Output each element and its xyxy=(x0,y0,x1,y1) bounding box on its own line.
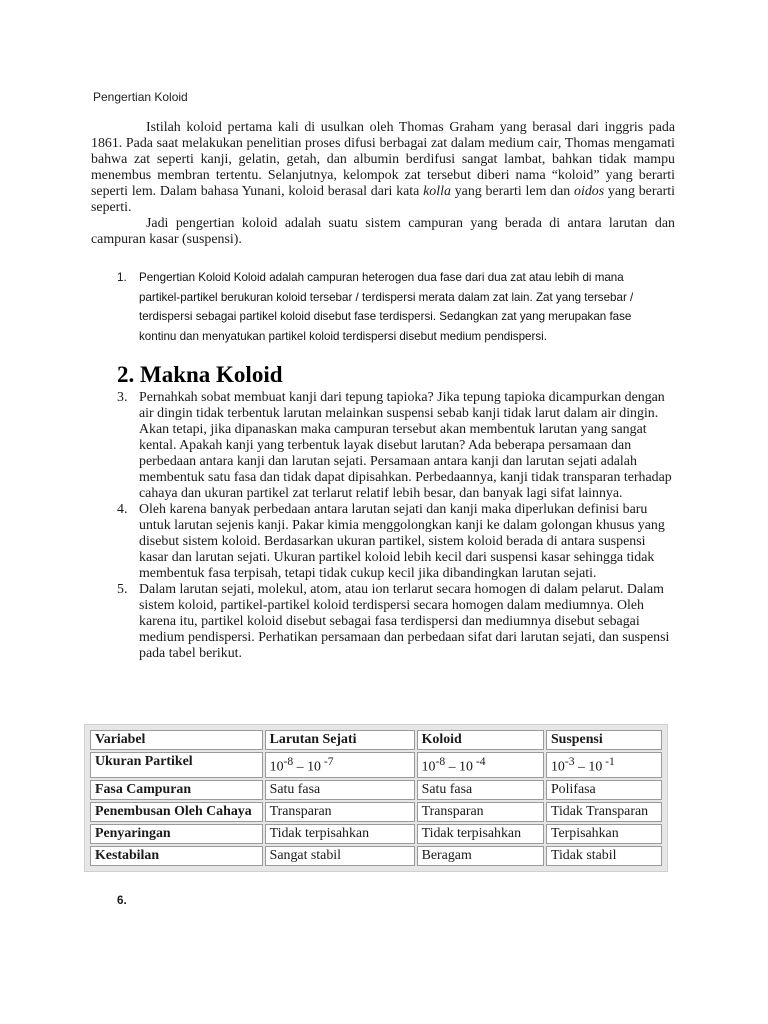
size-exponent: -8 xyxy=(283,755,294,768)
table-cell: Transparan xyxy=(265,802,415,822)
table-cell: Satu fasa xyxy=(417,780,544,800)
table-cell: Beragam xyxy=(417,846,544,866)
table-cell xyxy=(417,752,544,778)
intro-section xyxy=(91,120,675,248)
list-item-text: Oleh karena banyak perbedaan antara larutan sejati dan kanji maka diperlukan definisi baru untuk larutan sejenis kanji. Pakar kimia menggolongkan kanji ke dalam golongan khusus yang disebut sistem koloid. Berdasarkan ukuran partikel, sistem koloid berada di antara suspensi kasar dan larutan sejati. Ukuran partikel koloid lebih kecil dari suspensi kasar sehingga tidak membentuk fasa terpisah, tetapi tidak cukup kecil jika dibandingkan larutan sejati. xyxy=(139,502,665,581)
table-cell: Satu fasa xyxy=(265,780,415,800)
row-label: Kestabilan xyxy=(90,846,263,866)
table-cell xyxy=(546,752,662,778)
list-item-text: Pengertian Koloid Koloid adalah campuran heterogen dua fase dari dua zat atau lebih di mana partikel-partikel berukuran koloid tersebar / terdispersi merata dalam zat lain. Zat yang tersebar / terdispersi sebagai partikel koloid disebut fase terdispersi. Sedangkan zat yang merupakan fase kontinu dan menyatukan partikel koloid terdispersi disebut medium pendispersi. xyxy=(139,271,634,343)
size-exponent: -7 xyxy=(320,755,334,768)
table-cell: Tidak terpisahkan xyxy=(417,824,544,844)
table-cell: Tidak Transparan xyxy=(546,802,662,822)
table-cell: Sangat stabil xyxy=(265,846,415,866)
list-item-4 xyxy=(117,502,677,582)
page-title: Pengertian Koloid xyxy=(93,90,188,104)
table-header-cell: Suspensi xyxy=(546,730,662,750)
section-heading: 2. Makna Koloid xyxy=(117,362,283,387)
size-base: 10 xyxy=(307,759,321,775)
table-header-cell: Larutan Sejati xyxy=(265,730,415,750)
list-item-text: Pernahkah sobat membuat kanji dari tepung tapioka? Jika tepung tapioka dicampurkan dengan air dingin tidak terbentuk larutan melainkan suspensi sebab kanji tidak larut dalam air dingin. Akan tetapi, jika dipanaskan maka campuran tersebut akan membentuk larutan yang sangat kental. Apakah kanji yang terbentuk layak disebut larutan? Ada beberapa persamaan dan perbedaan antara kanji dan larutan sejati. Persamaan antara kanji dan larutan sejati adalah membentuk satu fasa dan tidak dapat dipisahkan. Perbedaannya, kanji tidak transparan terhadap cahaya dan ukuran partikel zat terlarut relatif lebih besar, dan banyak lagi sifat lainnya. xyxy=(139,390,672,501)
size-base: 10 xyxy=(550,759,565,775)
intro-paragraph-1 xyxy=(91,120,675,216)
intro-text-a: Istilah koloid pertama kali di usulkan oleh Thomas Graham yang berasal dari inggris pada 1861. Pada saat melakukan penelitian proses difusi berbagai zat dalam medium cair, Thomas mengamati bahwa zat seperti kanji, gelatin, getah, dan albumin berdifusi sangat lambat, bahkan tidak mampu menembus membran tertentu. Selanjutnya, kelompok zat tersebut diberi nama “koloid” yang berarti seperti lem. Dalam bahasa Yunani, koloid berasal dari kata xyxy=(91,120,675,199)
table-row xyxy=(90,752,662,778)
list-item-1 xyxy=(117,268,657,346)
list-item-6: 6. xyxy=(117,894,127,907)
table-row xyxy=(90,846,662,866)
comparison-table xyxy=(88,728,664,868)
row-label: Penyaringan xyxy=(90,824,263,844)
table-cell: Terpisahkan xyxy=(546,824,662,844)
size-base: 10 xyxy=(588,759,603,775)
row-label: Fasa Campuran xyxy=(90,780,263,800)
size-exponent: -4 xyxy=(472,755,486,768)
row-label: Ukuran Partikel xyxy=(90,752,263,778)
size-separator: – xyxy=(293,759,308,775)
size-exponent: -3 xyxy=(564,755,575,768)
list-number: 4. xyxy=(117,502,128,517)
numbered-list xyxy=(117,390,677,662)
table-cell: Polifasa xyxy=(546,780,662,800)
size-base: 10 xyxy=(269,759,284,775)
comparison-table-wrapper xyxy=(84,724,668,872)
size-exponent: -8 xyxy=(435,755,446,768)
intro-paragraph-2: Jadi pengertian koloid adalah suatu sistem campuran yang berada di antara larutan dan campuran kasar (suspensi). xyxy=(91,216,675,247)
size-exponent: -1 xyxy=(602,755,615,768)
list-item-text: Dalam larutan sejati, molekul, atom, atau ion terlarut secara homogen di dalam pelarut. Dalam sistem koloid, partikel-partikel koloid terdispersi secara homogen dalam mediumnya. Oleh karena itu, partikel koloid disebut sebagai fasa terdispersi dan mediumnya disebut sebagai medium pendispersi. Perhatikan persamaan dan perbedaan sifat dari larutan sejati, dan suspensi pada tabel berikut. xyxy=(139,582,670,661)
list-item-3 xyxy=(117,390,677,502)
table-header-cell: Variabel xyxy=(90,730,263,750)
table-row xyxy=(90,780,662,800)
table-row xyxy=(90,802,662,822)
term-oidos: oidos xyxy=(574,184,605,199)
size-base: 10 xyxy=(459,759,473,775)
size-separator: – xyxy=(445,759,460,775)
size-separator: – xyxy=(574,759,589,775)
row-label: Penembusan Oleh Cahaya xyxy=(90,802,263,822)
list-number: 3. xyxy=(117,390,128,405)
table-cell: Transparan xyxy=(417,802,544,822)
list-number: 1. xyxy=(117,271,127,284)
table-header-cell: Koloid xyxy=(417,730,544,750)
table-cell xyxy=(265,752,415,778)
list-item-5 xyxy=(117,582,677,662)
term-kolla: kolla xyxy=(423,184,451,199)
size-base: 10 xyxy=(421,759,436,775)
intro-text-c: yang berarti seperti. xyxy=(91,184,675,215)
table-cell: Tidak stabil xyxy=(546,846,662,866)
list-number: 5. xyxy=(117,582,128,597)
table-cell: Tidak terpisahkan xyxy=(265,824,415,844)
table-header-row xyxy=(90,730,662,750)
table-row xyxy=(90,824,662,844)
intro-text-b: yang berarti lem dan xyxy=(454,184,571,199)
